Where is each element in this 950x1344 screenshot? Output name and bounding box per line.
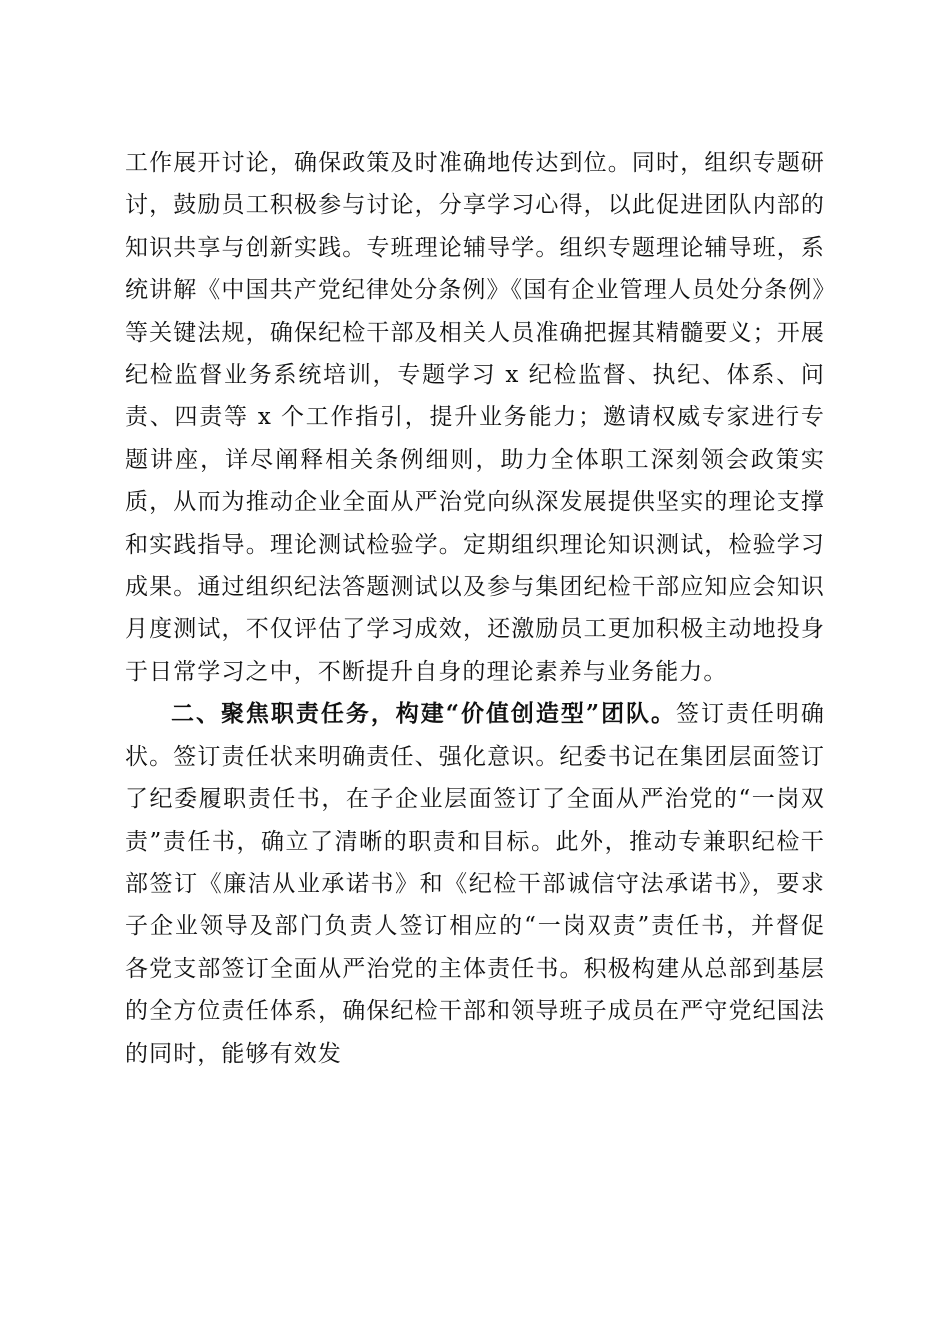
- paragraph-1: 工作展开讨论，确保政策及时准确地传达到位。同时，组织专题研讨，鼓励员工积极参与讨论，分享学习心得，以此促进团队内部的知识共享与创新实践。专班理论辅导学。组织专题理论辅导班，系统讲解《中国共产党纪律处分条例》《国有企业管理人员处分条例》等关键法规，确保纪检干部及相关人员准确把握其精髓要义；开展纪检监督业务系统培训，专题学习 x 纪检监督、执纪、体系、问责、四责等 x 个工作指引，提升业务能力；邀请权威专家进行专题讲座，详尽阐释相关条例细则，助力全体职工深刻领会政策实质，从而为推动企业全面从严治党向纵深发展提供坚实的理论支撑和实践指导。理论测试检验学。定期组织理论知识测试，检验学习成果。通过组织纪法答题测试以及参与集团纪检干部应知应会知识月度测试，不仅评估了学习成效，还激励员工更加积极主动地投身于日常学习之中，不断提升自身的理论素养与业务能力。: [125, 150, 825, 685]
- paragraph-2: [125, 693, 825, 1075]
- section-heading: 二、聚焦职责任务，构建“价值创造型”团队。: [171, 700, 676, 728]
- document-page: [125, 142, 825, 1075]
- paragraph-2-body: 签订责任明确状。签订责任状来明确责任、强化意识。纪委书记在集团层面签订了纪委履职责任书，在子企业层面签订了全面从严治党的“一岗双责”责任书，确立了清晰的职责和目标。此外，推动专兼职纪检干部签订《廉洁从业承诺书》和《纪检干部诚信守法承诺书》，要求子企业领导及部门负责人签订相应的“一岗双责”责任书，并督促各党支部签订全面从严治党的主体责任书。积极构建从总部到基层的全方位责任体系，确保纪检干部和领导班子成员在严守党纪国法的同时，能够有效发: [125, 701, 825, 1067]
